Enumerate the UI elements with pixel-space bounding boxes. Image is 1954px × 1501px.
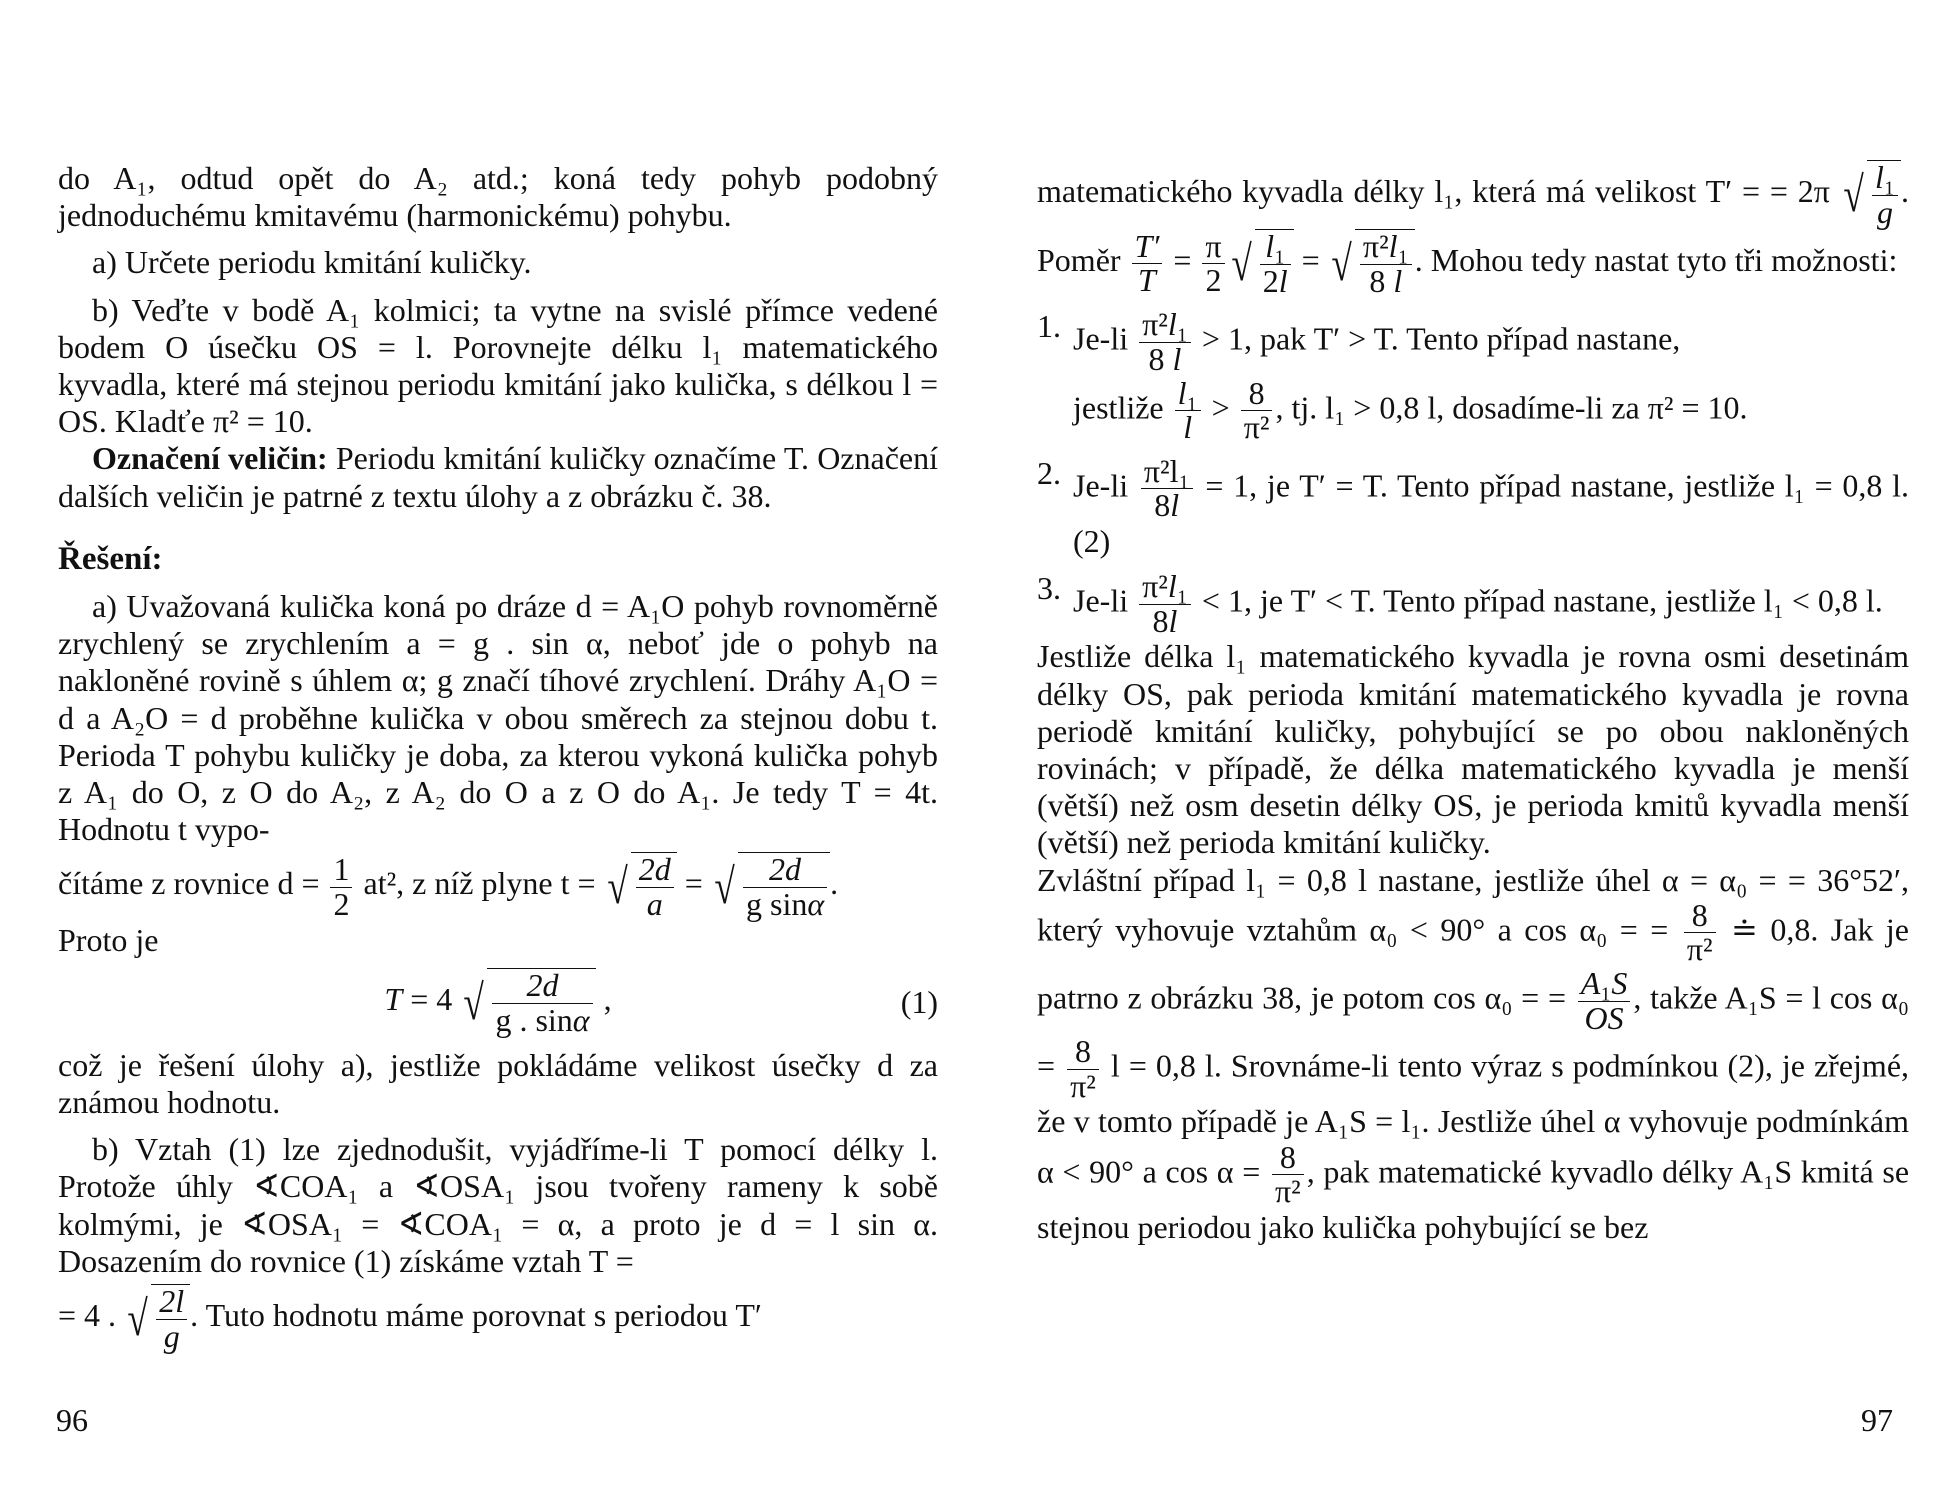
- case-2: 2. Je-li $\frac{\text{π²l₁}}{8l}$ = 1, je T′ = T. Tento případ nastane, jestliže l₁ = 0,8 l. (2): [1037, 452, 1910, 559]
- solution-heading: Řešení:: [58, 540, 163, 577]
- equation-1: T = 4 √ $\frac{2d}{g . \sin\alpha}$ , (1): [384, 967, 938, 1038]
- case-2-text: = 1, je T′ = T. Tento případ nastane, jestliže l₁ = 0,8 l. (2): [1073, 467, 1910, 559]
- paragraph-pendulum: matematického kyvadla délky l₁, která má velikost T′ = = 2π √ $\frac{\text{l₁}}{g}$ . Poměr $\frac{T'}{T}$ = $\frac{\pi}{2}$ √ $\frac{\text{l₁}}{2l}$ = √ $\frac{\text{π²l₁}}{8 l}$ . Mohou tedy nastat tyto tři možnosti:: [1037, 159, 1910, 299]
- paragraph-conclusion: Jestliže délka l₁ matematického kyvadla je rovna osmi desetinám délky OS, pak perioda kmitání matematického kyvadla je rovna periodě kmitání kuličky, pohybující se po obou nakloněných rovinách; v případě, že délka matematického kyvadla je menší (větší) než osm desetin délky OS, je perioda kmitů kyvadla menší (větší) než perioda kmitání kuličky.: [1037, 638, 1909, 861]
- left-page: [58, 160, 938, 1353]
- task-b: b) Veďte v bodě A₁ kolmici; ta vytne na svislé přímce vedené bodem O úsečku OS = l. Porovnejte délku l₁ matematického kyvadla, které má stejnou periodu kmitání jako kulička, s délkou l = OS. Kladťe π² = 10.: [58, 291, 938, 440]
- case-1-condition: , tj. l₁ > 0,8 l, dosadíme-li za π² = 10.: [1275, 389, 1748, 425]
- special-case-4: l = 0,8 l. Srovnáme-li tento výraz s podmínkou (2), je zřejmé, že v tomto případě je A₁S = l₁. Jestliže úhel α vyhovuje podmínkám: [1037, 1047, 1910, 1140]
- case-1-text: > 1, pak T′ > T. Tento případ nastane,: [1201, 320, 1681, 357]
- right-page: [1037, 160, 1909, 1246]
- solution-a-equation: čítáme z rovnice d = $\frac{1}{2}$ at², z níž plyne t = √ $\frac{2d}{a}$ = √ $\frac{2d}{\text{g sinα}}$ .: [58, 850, 839, 923]
- solution-a-conclusion: což je řešení úlohy a), jestliže pokládáme velikost úsečky d za známou hodnotu.: [58, 1046, 938, 1121]
- solution-b-end: = 4 . √ $\frac{2l}{g}$ . Tuto hodnotu máme porovnat s periodou T′: [58, 1283, 762, 1354]
- equation-middle: at², z níž plyne t =: [363, 865, 596, 902]
- special-case-6: , pak matematické kyvadlo délky A₁S kmitá se stejnou periodou jako kulička pohybující se bez: [1037, 1152, 1910, 1245]
- special-case-5: α < 90° a cos α =: [1037, 1152, 1261, 1189]
- page-number-right: 97: [1861, 1402, 1893, 1438]
- proto-line: Proto je: [58, 921, 159, 958]
- case-3: 3. Je-li $\frac{\text{π²l₁}}{8l}$ < 1, je T′ < T. Tento případ nastane, jestliže l₁ < 0,8 l.: [1037, 568, 1883, 639]
- equation-prefix: čítáme z rovnice d =: [58, 865, 320, 902]
- notation-label: Označení veličin:: [92, 440, 328, 477]
- case-3-text: < 1, je T′ < T. Tento případ nastane, jestliže l₁ < 0,8 l.: [1201, 582, 1883, 619]
- special-case-2: ≐ 0,8. Jak je patrno z obrázku 38, je potom cos α₀ =: [1037, 911, 1910, 1016]
- case-1: 1. Je-li $\frac{\text{π²l₁}}{8 l}$ > 1, pak T′ > T. Tento případ nastane, jestliže $\frac{\text{l₁}}{l}$ > $\frac{8}{\text{π²}}$ , tj. l₁ > 0,8 l, dosadíme-li za π² = 10.: [1037, 306, 1748, 446]
- equation-1-number: (1): [900, 984, 938, 1021]
- pendulum-text-3: . Mohou tedy nastat tyto tři možnosti:: [1414, 242, 1898, 279]
- sqrt-2d-over-a: √ $\frac{2d}{a}$: [604, 852, 677, 921]
- paragraph-special-case: Zvláštní případ l₁ = 0,8 l nastane, jestliže úhel α = α₀ = = 36°52′, který vyhovuje vztahům α₀ < 90° a cos α₀ = = $\frac{8}{\text{π²}}$ ≐ 0,8. Jak je patrno z obrázku 38, je potom cos α₀ = = $\frac{\text{A₁S}}{OS}$ , takže A₁S = l cos α₀ = $\frac{8}{\text{π²}}$ l = 0,8 l. Srovnáme-li tento výraz s podmínkou (2), je zřejmé, že v tomto případě je A₁S = l₁. Jestliže úhel α vyhovuje podmínkám α < 90° a cos α = $\frac{8}{\text{π²}}$ , pak matematické kyvadlo délky A₁S kmitá se stejnou periodou jako kulička pohybující se bez: [1037, 861, 1910, 1245]
- notation-paragraph: [58, 440, 938, 514]
- solution-a: a) Uvažovaná kulička koná po dráze d = A₁O pohyb rovnoměrně zrychlený se zrychlením a = g . sin α, neboť jde o pohyb na nakloněné rovině s úhlem α; g značí tíhové zrychlení. Dráhy A₁O = d a A₂O = d proběhne kulička v obou směrech za stejnou dobu t. Perioda T pohybu kuličky je doba, za kterou vykoná kulička pohyb z A₁ do O, z O do A₂, z A₂ do O a z O do A₁. Je tedy T = 4t. Hodnotu t vypo-: [58, 588, 938, 848]
- pendulum-text-2: . Poměr: [1037, 172, 1910, 279]
- pendulum-text-1: matematického kyvadla délky l₁, která má velikost T′ =: [1037, 172, 1761, 209]
- solution-b-tail: . Tuto hodnotu máme porovnat s periodou T′: [190, 1297, 762, 1333]
- paragraph-intro: do A₁, odtud opět do A₂ atd.; koná tedy pohyb podobný jednoduchému kmitavému (harmonickému) pohybu.: [58, 160, 938, 234]
- notation-text: Periodu kmitání kuličky označíme T. Označení dalších veličin je patrné z textu úlohy a z obrázku č. 38.: [58, 440, 939, 514]
- sqrt-2d-over-gsin: √ $\frac{2d}{\text{g sinα}}$: [711, 852, 830, 921]
- special-case-3: , takže A₁S = l cos α₀ =: [1037, 979, 1910, 1084]
- task-a: a) Určete periodu kmitání kuličky.: [92, 244, 532, 281]
- special-case-1: Zvláštní případ l₁ = 0,8 l nastane, jestliže úhel α = α₀ = = 36°52′, který vyhovuje vztahům α₀ < 90° a cos α₀ =: [1037, 861, 1909, 948]
- solution-b: b) Vztah (1) lze zjednodušit, vyjádříme-li T pomocí délky l. Protože úhly ∢COA₁ a ∢OSA₁ jsou tvořeny rameny k sobě kolmými, je ∢OSA₁ = ∢COA₁ = α, a proto je d = l sin α. Dosazením do rovnice (1) získáme vztah T =: [58, 1131, 938, 1279]
- fraction-half: $\frac{1}{2}$: [330, 853, 352, 921]
- page-number-left: 96: [56, 1402, 88, 1438]
- case-1-if: jestliže: [1073, 389, 1164, 425]
